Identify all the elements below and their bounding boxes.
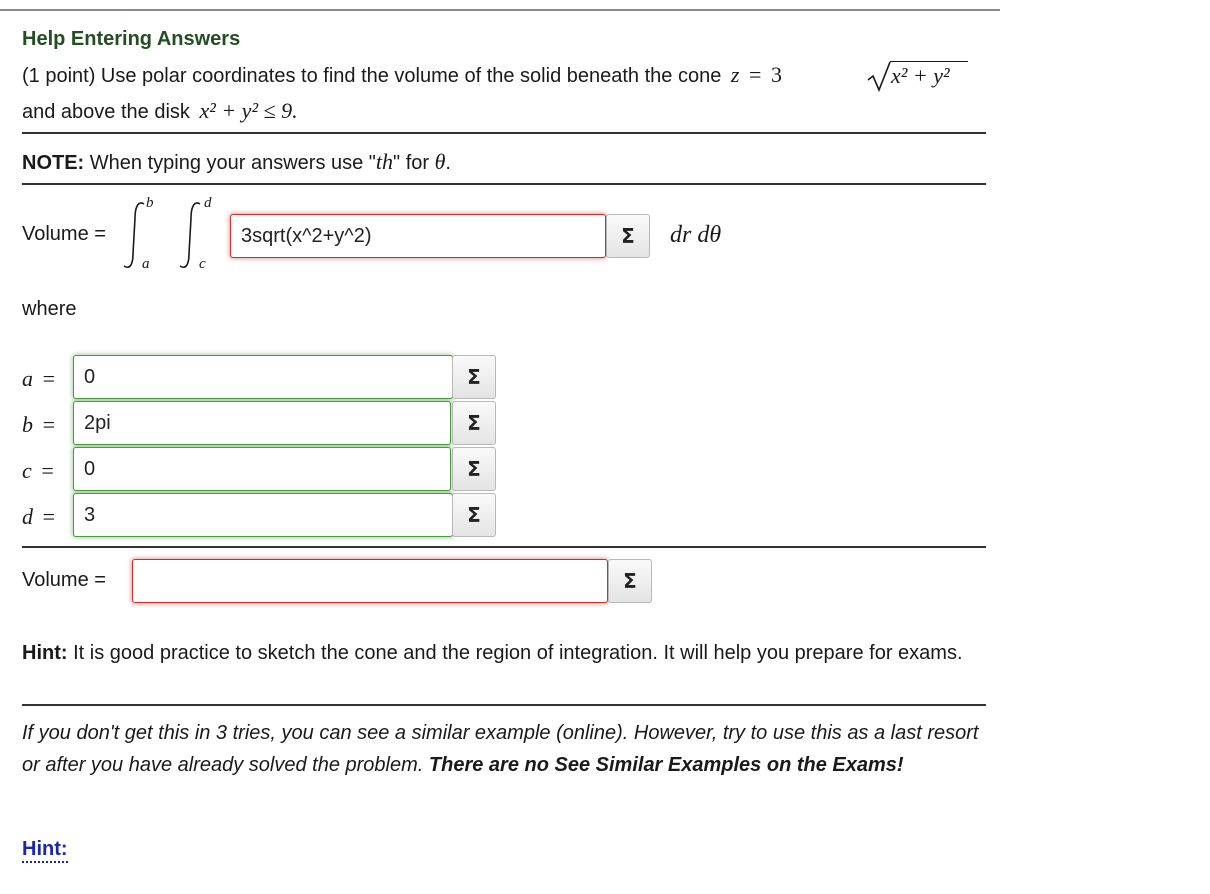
- divider: [22, 132, 986, 134]
- hint-label: Hint:: [22, 642, 68, 664]
- note-text-before: When typing your answers use ": [89, 152, 376, 174]
- limit-b-value: 2pi: [84, 411, 111, 434]
- integrand-equation-editor-button[interactable]: [606, 214, 650, 258]
- limit-b-label: b =: [22, 412, 55, 437]
- limits-block: [22, 355, 502, 545]
- cone-coefficient: 3: [771, 62, 782, 87]
- sigma-icon: Σ: [467, 457, 481, 481]
- hint-link-container: [22, 838, 68, 861]
- divider: [22, 546, 986, 548]
- no-similar-examples-warning: There are no See Similar Examples on the Exams!: [428, 754, 904, 776]
- problem-statement-line2: [22, 98, 298, 124]
- hint-paragraph: [22, 638, 972, 669]
- limit-d-label: d =: [22, 504, 55, 529]
- note-label: NOTE:: [22, 152, 85, 174]
- limit-d-input[interactable]: [73, 493, 453, 537]
- differential: dr dθ: [670, 222, 722, 248]
- limit-c-input[interactable]: [73, 447, 451, 491]
- note-text-mid: " for: [393, 152, 430, 174]
- where-label: where: [22, 298, 77, 320]
- help-entering-answers-link[interactable]: Help Entering Answers: [22, 28, 241, 50]
- volume-answer-label: Volume =: [22, 569, 106, 591]
- cone-equals: =: [749, 62, 762, 87]
- limit-b-input[interactable]: [73, 401, 451, 445]
- integrand-input[interactable]: [230, 214, 606, 258]
- sqrt-vinculum: [890, 61, 968, 62]
- problem-text-line1: (1 point) Use polar coordinates to find the volume of the solid beneath the cone: [22, 65, 722, 87]
- hint-link[interactable]: Hint:: [22, 838, 68, 863]
- outer-upper-limit: b: [146, 195, 154, 211]
- integrand-value: 3sqrt(x^2+y^2): [241, 224, 372, 247]
- note-th: th: [375, 149, 394, 174]
- inner-upper-limit: d: [204, 195, 212, 211]
- cone-lhs: z: [730, 62, 740, 87]
- limit-c-label: c =: [22, 458, 54, 483]
- sigma-icon: Σ: [467, 411, 481, 435]
- note-theta: θ: [434, 149, 446, 174]
- volume-answer-input[interactable]: [132, 559, 608, 603]
- limit-c-equation-editor-button[interactable]: [452, 447, 496, 491]
- integral-volume-label: Volume =: [22, 223, 106, 245]
- note-line: [22, 149, 451, 175]
- limit-d-equation-editor-button[interactable]: [452, 493, 496, 537]
- limit-c-value: 0: [84, 457, 96, 480]
- hint-text: It is good practice to sketch the cone and the region of integration. It will help you prepare for exams.: [73, 642, 963, 664]
- disk-expression: x² + y² ≤ 9.: [199, 98, 298, 123]
- similar-example-text: If you don't get this in 3 tries, you can see a similar example (online). However, try to use this as a last resort or after you have already solved the problem.: [22, 722, 979, 776]
- sigma-icon: Σ: [623, 569, 637, 593]
- problem-text-line2: and above the disk: [22, 101, 190, 123]
- problem-statement: [22, 62, 782, 88]
- similar-example-paragraph: [22, 717, 982, 781]
- volume-equation-editor-button[interactable]: [608, 559, 652, 603]
- inner-lower-limit: c: [199, 256, 206, 272]
- sigma-icon: Σ: [621, 224, 635, 248]
- outer-lower-limit: a: [142, 256, 150, 272]
- sigma-icon: Σ: [467, 503, 481, 527]
- top-divider: [0, 9, 1000, 11]
- limit-a-equation-editor-button[interactable]: [452, 355, 496, 399]
- divider: [22, 704, 986, 706]
- sqrt-radical-icon: [866, 60, 892, 94]
- limit-a-input[interactable]: [73, 355, 453, 399]
- limit-a-value: 0: [84, 365, 96, 388]
- cone-radicand: x² + y²: [891, 63, 950, 88]
- limit-b-equation-editor-button[interactable]: [452, 401, 496, 445]
- note-text-end: .: [445, 152, 451, 174]
- limit-d-value: 3: [84, 503, 96, 526]
- limit-a-label: a =: [22, 366, 55, 391]
- divider: [22, 183, 986, 185]
- sigma-icon: Σ: [467, 365, 481, 389]
